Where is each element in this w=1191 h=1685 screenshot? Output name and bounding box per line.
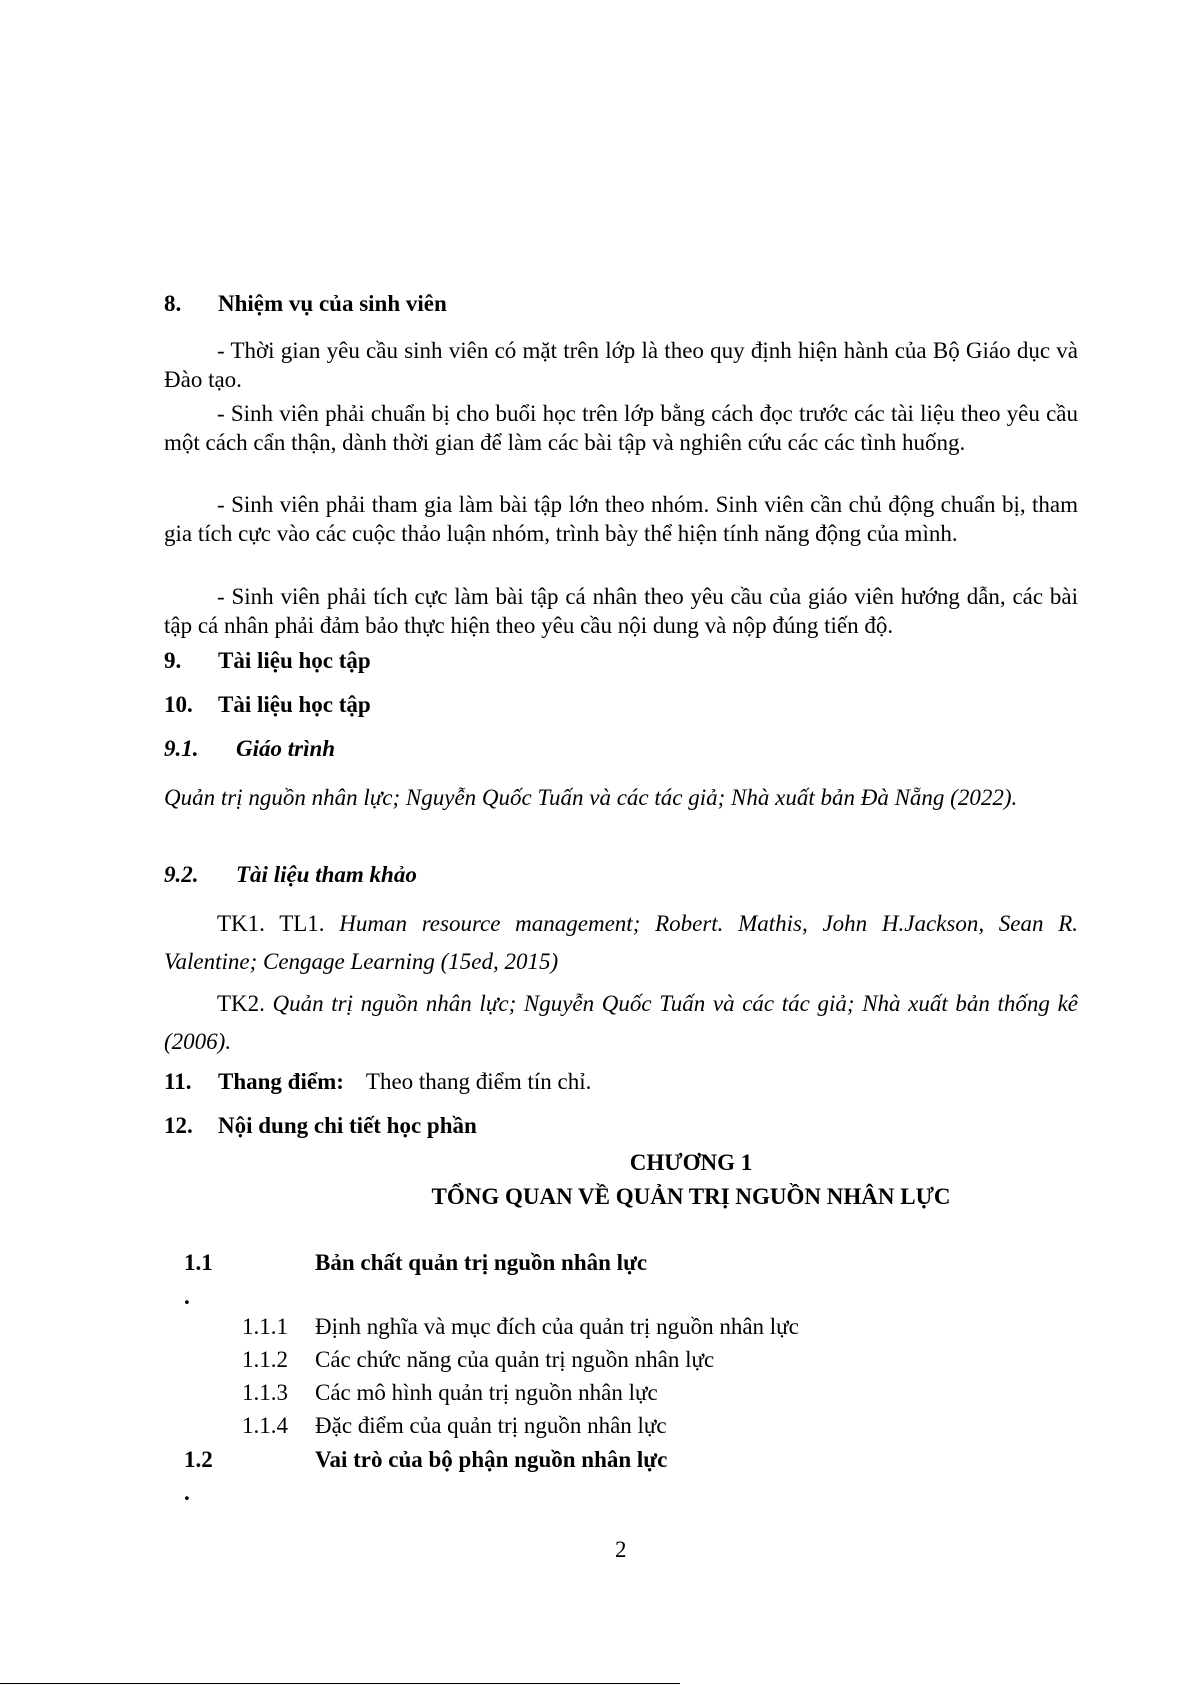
outline-item-1-1-3-title: Các mô hình quản trị nguồn nhân lực [315,1380,658,1405]
bottom-edge-line [0,1683,680,1684]
outline-1-1-title: Bản chất quản trị nguồn nhân lực [315,1250,648,1275]
outline-item-1-1-2-title: Các chức năng của quản trị nguồn nhân lực [315,1347,715,1372]
section-8-bullet-2: - Sinh viên phải chuẩn bị cho buổi học trên lớp bằng cách đọc trước các tài liệu theo yêu cầu một cách cẩn thận, dành thời gian để làm các bài tập và nghiên cứu các các tình huống. [164,401,1078,455]
reference-tk1 [164,905,1078,981]
section-12-title: Nội dung chi tiết học phần [218,1113,477,1138]
section-11-number: 11. [164,1069,192,1094]
subsection-9-1-number: 9.1. [164,736,199,761]
textbook-citation: Quản trị nguồn nhân lực; Nguyễn Quốc Tuấn và các tác giả; Nhà xuất bản Đà Nẵng (2022). [164,785,1018,810]
subsection-9-2-number: 9.2. [164,862,199,887]
section-12-number: 12. [164,1113,193,1138]
section-8-title: Nhiệm vụ của sinh viên [218,291,447,316]
section-12-heading [164,1113,477,1139]
subsection-9-2-title: Tài liệu tham khảo [236,862,417,887]
section-8-bullet-3: - Sinh viên phải tham gia làm bài tập lớn theo nhóm. Sinh viên cần chủ động chuẩn bị, tham gia tích cực vào các cuộc thảo luận nhóm, trình bày thể hiện tính năng động của mình. [164,492,1078,546]
reference-tk2-prefix: TK2. [217,991,273,1016]
outline-item-1-1-4-title: Đặc điểm của quản trị nguồn nhân lực [315,1413,667,1438]
outline-item-1-1-1-title: Định nghĩa và mục đích của quản trị nguồn nhân lực [315,1314,799,1339]
subsection-9-2-heading [164,862,417,888]
outline-item-1-1-3-number: 1.1.3 [242,1380,288,1405]
section-9-heading [164,648,371,674]
section-11-title: Thang điểm: [218,1069,344,1094]
section-8-bullet-4: - Sinh viên phải tích cực làm bài tập cá nhân theo yêu cầu của giáo viên hướng dẫn, các bài tập cá nhân phải đảm bảo thực hiện theo yêu cầu nội dung và nộp đúng tiến độ. [164,584,1078,638]
outline-1-2-title: Vai trò của bộ phận nguồn nhân lực [315,1447,668,1472]
outline-1-1-number: 1.1 [184,1250,213,1275]
subsection-9-1-title: Giáo trình [236,736,336,761]
section-9-number: 9. [164,648,182,673]
reference-tk1-text: Human resource management; Robert. Mathis, John H.Jackson, Sean R. Valentine; Cengage Learning (15ed, 2015) [164,911,1078,974]
outline-item-1-1-4-number: 1.1.4 [242,1413,288,1438]
outline-1-2-number: 1.2 [184,1447,213,1472]
chapter-title: TỔNG QUAN VỀ QUẢN TRỊ NGUỒN NHÂN LỰC [431,1184,951,1209]
section-10-title: Tài liệu học tập [218,692,371,717]
outline-1-1-dot: . [184,1284,190,1309]
section-11-value: Theo thang điểm tín chỉ. [365,1069,592,1094]
reference-tk1-prefix: TK1. TL1. [217,911,340,936]
section-10-heading [164,692,371,718]
section-8-number: 8. [164,291,182,316]
section-8-heading [164,291,447,317]
section-11-heading [164,1069,591,1095]
outline-1-2-dot: . [184,1480,190,1505]
outline-item-1-1-2-number: 1.1.2 [242,1347,288,1372]
page-number: 2 [615,1537,627,1562]
outline-item-1-1-1-number: 1.1.1 [242,1314,288,1339]
subsection-9-1-heading [164,736,335,762]
section-8-bullet-1: - Thời gian yêu cầu sinh viên có mặt trên lớp là theo quy định hiện hành của Bộ Giáo dục và Đào tạo. [164,338,1078,392]
reference-tk2-text: Quản trị nguồn nhân lực; Nguyễn Quốc Tuấn và các tác giả; Nhà xuất bản thống kê (2006). [164,991,1078,1054]
section-10-number: 10. [164,692,193,717]
section-9-title: Tài liệu học tập [218,648,371,673]
chapter-label: CHƯƠNG 1 [629,1150,753,1175]
reference-tk2 [164,985,1078,1061]
